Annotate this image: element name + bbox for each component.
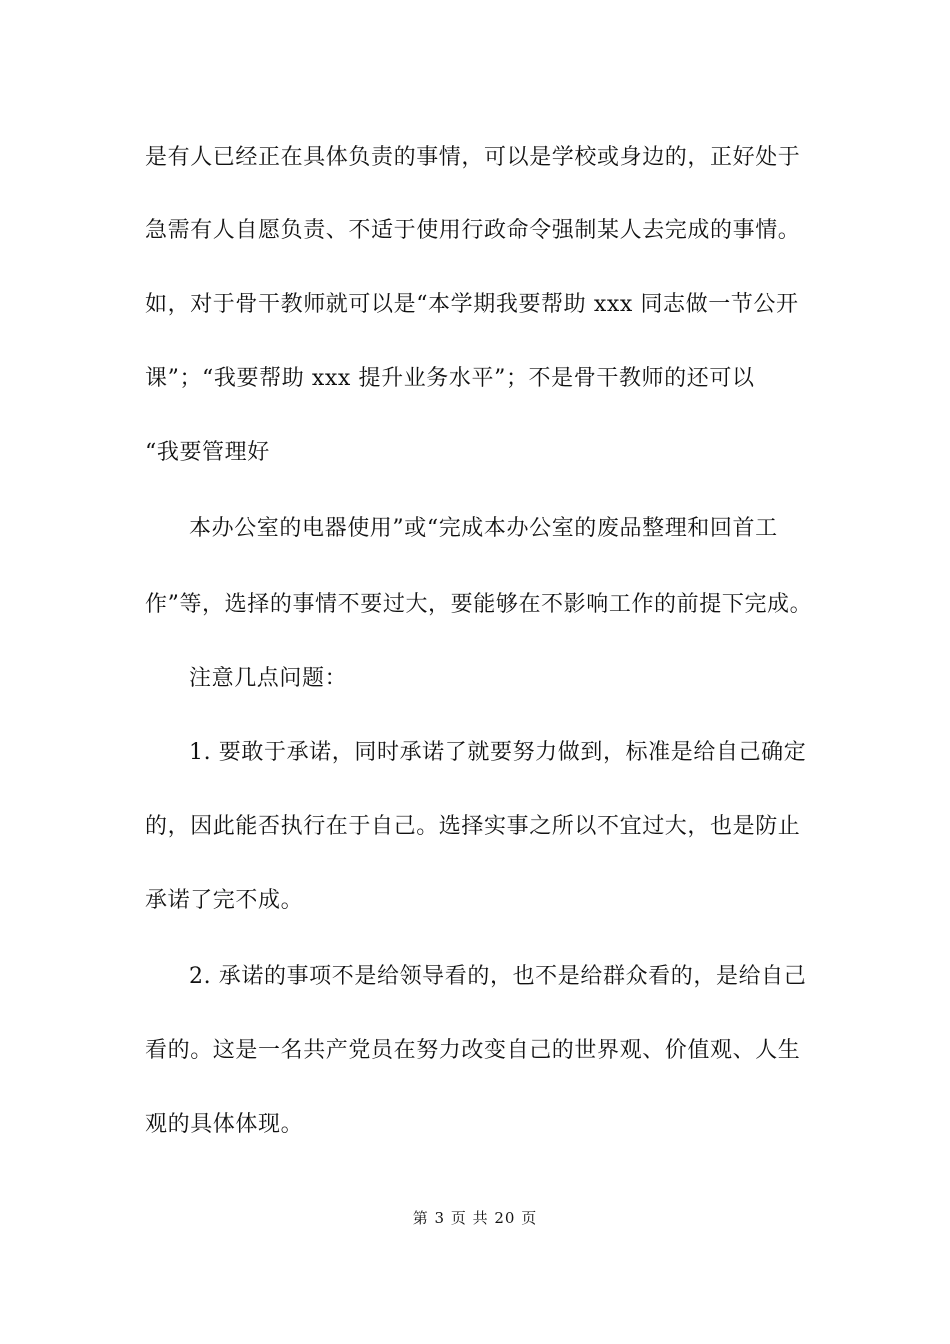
- paragraph-line: 是有人已经正在具体负责的事情，可以是学校或身边的，正好处于: [145, 145, 801, 170]
- paragraph-line: 急需有人自愿负责、不适于使用行政命令强制某人去完成的事情。: [145, 218, 801, 243]
- list-item-line: 观的具体体现。: [145, 1112, 304, 1137]
- paragraph-line: 如，对于骨干教师就可以是“本学期我要帮助 xxx 同志做一节公开: [145, 292, 799, 317]
- list-item-line: 承诺了完不成。: [145, 888, 304, 913]
- paragraph-line: 课”；“我要帮助 xxx 提升业务水平”；不是骨干教师的还可以: [145, 366, 755, 391]
- paragraph-heading: 注意几点问题：: [189, 666, 348, 691]
- paragraph-line: 作”等，选择的事情不要过大，要能够在不影响工作的前提下完成。: [145, 592, 813, 617]
- page-number-footer: 第 3 页 共 20 页: [412, 1209, 538, 1227]
- list-item-line: 2. 承诺的事项不是给领导看的，也不是给群众看的，是给自己: [189, 964, 807, 989]
- list-item-line: 的，因此能否执行在于自己。选择实事之所以不宜过大，也是防止: [145, 814, 801, 839]
- paragraph-line: 本办公室的电器使用”或“完成本办公室的废品整理和回首工: [189, 516, 778, 541]
- list-item-line: 看的。这是一名共产党员在努力改变自己的世界观、价值观、人生: [145, 1038, 801, 1063]
- paragraph-line: “我要管理好: [145, 440, 270, 465]
- list-item-line: 1. 要敢于承诺，同时承诺了就要努力做到，标准是给自己确定: [189, 740, 807, 765]
